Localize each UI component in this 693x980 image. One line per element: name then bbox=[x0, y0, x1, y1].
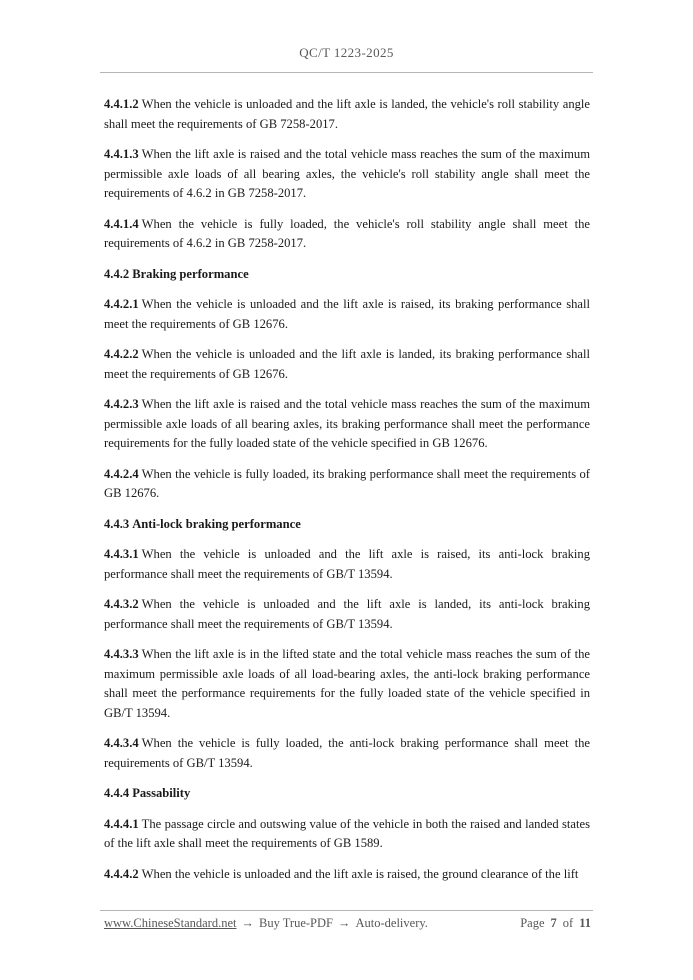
footer-divider bbox=[100, 910, 593, 911]
clause-number: 4.4.3.3 bbox=[104, 647, 139, 661]
footer-source-line bbox=[104, 916, 428, 931]
clause-number: 4.4.1.3 bbox=[104, 147, 139, 161]
clause-number: 4.4.1.4 bbox=[104, 216, 139, 231]
of-label: of bbox=[562, 916, 574, 930]
clause-text: When the lift axle is in the lifted state and the total vehicle mass reaches the sum of the maximum permissible axle loads of all load-bearing axles, the anti-lock braking performance shall meet the performance requirements for the fully loaded state of the vehicle specified in GB/T 13594. bbox=[104, 647, 590, 720]
clause-4.4.3.2 bbox=[104, 595, 590, 634]
clause-number: 4.4.1.2 bbox=[104, 97, 139, 111]
clause-text: When the vehicle is fully loaded, the anti-lock braking performance shall meet the requirements of GB/T 13594. bbox=[104, 736, 590, 770]
clause-text: When the vehicle is unloaded and the lift axle is raised, its anti-lock braking performance shall meet the requirements of GB/T 13594. bbox=[104, 547, 590, 581]
clause-4.4.1.3 bbox=[104, 145, 590, 204]
clause-number: 4.4.3.1 bbox=[104, 547, 139, 561]
arrow-right-icon: → bbox=[241, 916, 254, 930]
clause-number: 4.4.4.1 bbox=[104, 816, 139, 831]
clause-text: The passage circle and outswing value of the vehicle in both the raised and landed states of the lift axle shall meet the requirements of GB 1589. bbox=[104, 816, 590, 850]
clause-text: When the lift axle is raised and the total vehicle mass reaches the sum of the maximum permissible axle loads of all bearing axles, its braking performance shall meet the performance requirements for the fully loaded state of the vehicle specified in GB 12676. bbox=[104, 397, 590, 450]
clause-4.4.2.2 bbox=[104, 345, 590, 384]
section-heading-4.4.4 bbox=[104, 784, 590, 804]
page-label: Page bbox=[520, 916, 545, 930]
clause-number: 4.4.2.1 bbox=[104, 297, 139, 311]
clause-4.4.2.1 bbox=[104, 295, 590, 334]
clause-number: 4.4.3 bbox=[104, 516, 130, 531]
document-body bbox=[104, 95, 590, 895]
heading-text: Anti-lock braking performance bbox=[132, 516, 301, 531]
footer bbox=[104, 916, 591, 931]
clause-number: 4.4.2.2 bbox=[104, 347, 139, 361]
arrow-right-icon: → bbox=[338, 916, 351, 930]
heading-text: Passability bbox=[132, 786, 191, 800]
clause-number: 4.4.2 bbox=[104, 266, 130, 281]
clause-4.4.1.4 bbox=[104, 215, 590, 254]
clause-4.4.3.4 bbox=[104, 734, 590, 773]
clause-text: When the vehicle is unloaded and the lift axle is landed, its braking performance shall meet the requirements of GB 12676. bbox=[104, 347, 590, 381]
clause-number: 4.4.3.2 bbox=[104, 597, 139, 611]
clause-4.4.4.2 bbox=[104, 865, 590, 885]
clause-text: When the vehicle is unloaded and the lift axle is landed, the vehicle's roll stability angle shall meet the requirements of GB 7258-2017. bbox=[104, 97, 590, 131]
clause-text: When the vehicle is fully loaded, its braking performance shall meet the requirements of GB 12676. bbox=[104, 466, 590, 500]
clause-4.4.3.3 bbox=[104, 645, 590, 723]
section-heading-4.4.3 bbox=[104, 515, 590, 535]
clause-number: 4.4.2.4 bbox=[104, 466, 139, 481]
clause-4.4.2.4 bbox=[104, 465, 590, 504]
section-heading-4.4.2 bbox=[104, 265, 590, 285]
clause-text: When the vehicle is fully loaded, the vehicle's roll stability angle shall meet the requirements of 4.6.2 in GB 7258-2017. bbox=[104, 216, 590, 250]
document-header-title: QC/T 1223-2025 bbox=[299, 45, 394, 60]
total-pages: 11 bbox=[579, 916, 591, 930]
clause-4.4.1.2 bbox=[104, 95, 590, 134]
clause-number: 4.4.4.2 bbox=[104, 866, 139, 881]
clause-4.4.3.1 bbox=[104, 545, 590, 584]
clause-4.4.2.3 bbox=[104, 395, 590, 454]
clause-text: When the vehicle is unloaded and the lift axle is raised, the ground clearance of the lift bbox=[141, 866, 579, 881]
page-indicator bbox=[520, 916, 591, 931]
clause-text: When the vehicle is unloaded and the lift axle is raised, its braking performance shall meet the requirements of GB 12676. bbox=[104, 297, 590, 331]
heading-text: Braking performance bbox=[132, 266, 249, 281]
clause-number: 4.4.2.3 bbox=[104, 397, 139, 411]
footer-website-link[interactable]: www.ChineseStandard.net bbox=[104, 916, 237, 930]
header-divider bbox=[100, 72, 593, 73]
footer-delivery-label: Auto-delivery. bbox=[355, 916, 428, 930]
clause-text: When the lift axle is raised and the total vehicle mass reaches the sum of the maximum permissible axle loads of all bearing axles, the vehicle's roll stability angle shall meet the requirements of 4.6.2 in GB 7258-2017. bbox=[104, 147, 590, 200]
clause-number: 4.4.4 bbox=[104, 786, 130, 800]
clause-4.4.4.1 bbox=[104, 815, 590, 854]
footer-buy-label: Buy True-PDF bbox=[259, 916, 333, 930]
page-number: 7 bbox=[550, 916, 557, 930]
clause-number: 4.4.3.4 bbox=[104, 736, 139, 750]
clause-text: When the vehicle is unloaded and the lift axle is landed, its anti-lock braking performance shall meet the requirements of GB/T 13594. bbox=[104, 597, 590, 631]
